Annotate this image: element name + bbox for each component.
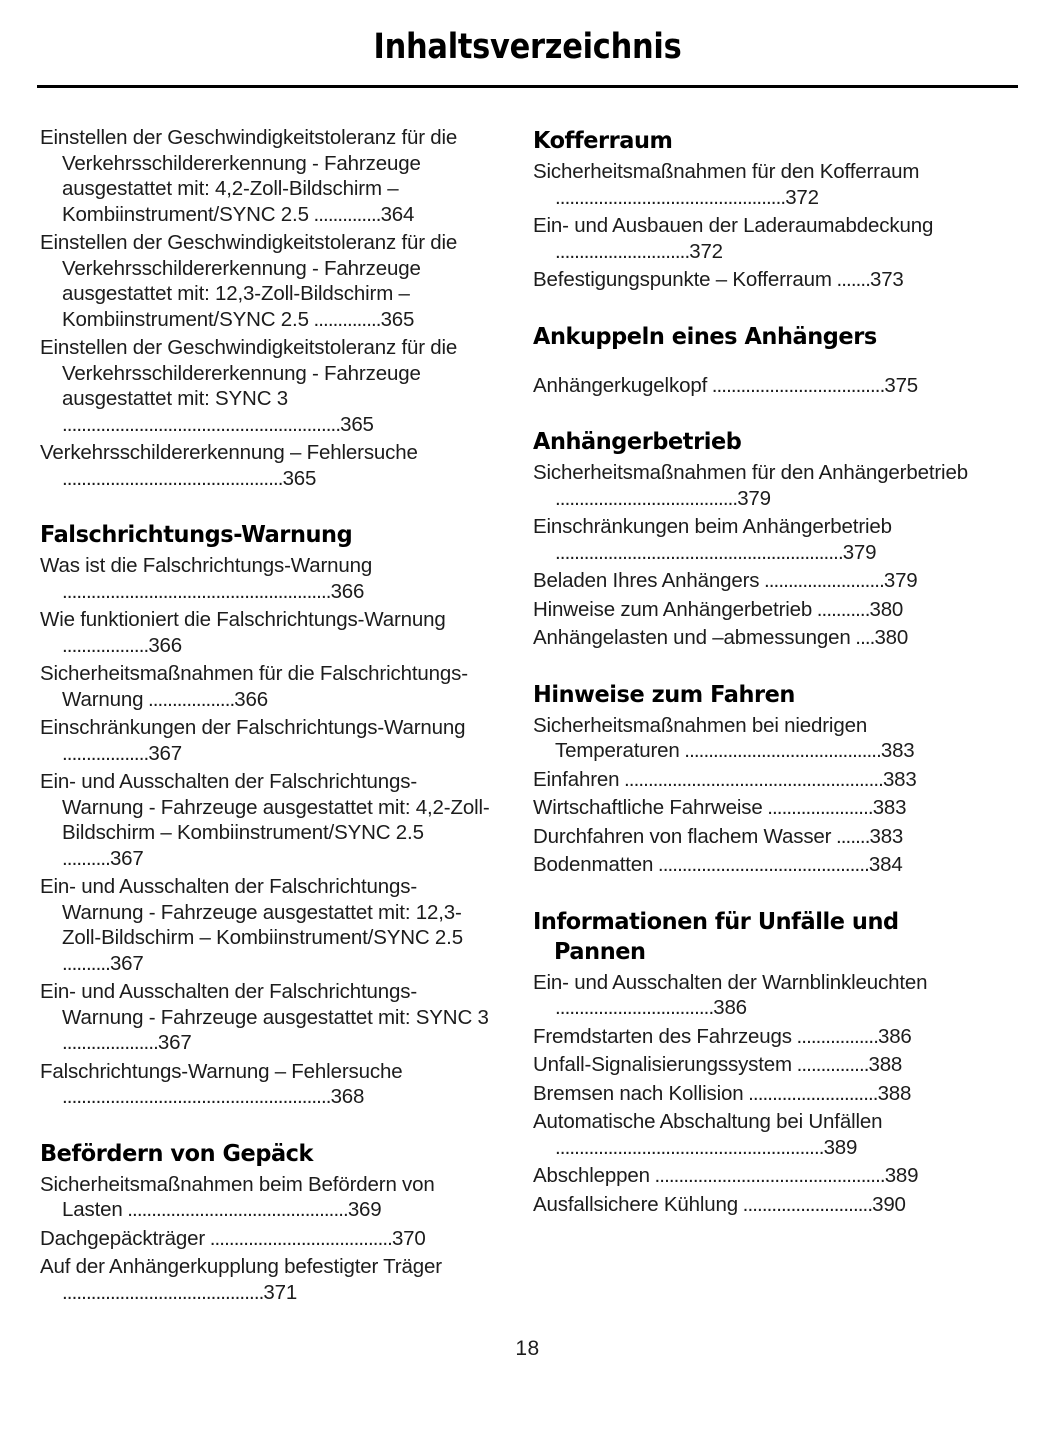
toc-entry-leader: ...................................... [205,1226,392,1250]
toc-entry-label: Einstellen der Geschwindigkeitstoleranz für die Verkehrsschildererkennung - Fahrzeuge ausgestattet mit: SYNC 3 [40,336,458,410]
toc-entry-leader: .............. [308,202,381,226]
toc-entry-leader: ........................................................ [555,1135,824,1159]
toc-entry-page: 367 [148,741,182,765]
toc-entry[interactable] [533,514,985,565]
toc-entry-label: Sicherheitsmaßnahmen für den Kofferraum [533,160,920,183]
toc-entry-page: 365 [340,412,374,436]
toc-entry-page: 366 [148,633,182,657]
toc-entry-leader: .......... [62,951,110,975]
toc-entry[interactable] [40,125,492,227]
toc-entry[interactable] [533,1192,985,1218]
toc-entry[interactable] [533,713,985,764]
toc-entry-leader: ................. [791,1024,879,1048]
toc-section-heading: Kofferraum [533,126,673,154]
toc-entry-label: Bremsen nach Kollision [533,1081,744,1105]
toc-entry[interactable] [40,230,492,332]
toc-entry[interactable] [533,460,985,511]
toc-section [533,426,985,651]
toc-entry-leader: .......................................... [62,1280,264,1304]
toc-entry-page: 368 [330,1085,365,1108]
toc-entry[interactable] [533,373,985,399]
toc-entry-page: 384 [868,853,903,876]
toc-entry-leader: ......................................... [679,739,881,762]
page-title: Inhaltsverzeichnis [373,27,682,67]
toc-entry[interactable] [40,979,492,1056]
toc-entry-page: 389 [823,1135,858,1159]
toc-entry-label: Befestigungspunkte – Kofferraum [533,268,832,291]
toc-entry-leader: .................. [62,633,149,657]
toc-entry[interactable] [533,597,985,623]
toc-section [40,1138,492,1306]
toc-entry[interactable] [533,1052,985,1078]
toc-entry[interactable] [533,1109,985,1160]
toc-entry-label: Falschrichtungs-Warnung – Fehlersuche [40,1059,403,1083]
toc-entry-label: Sicherheitsmaßnahmen beim Befördern von Lasten [40,1172,435,1221]
toc-entry-page: 366 [330,579,365,603]
toc-entry-page: 370 [391,1226,426,1250]
toc-entry-page: 372 [785,185,819,209]
toc-entry-leader: ....... [831,268,871,291]
toc-entry-label: Wie funktioniert die Falschrichtungs-Warnung [40,608,446,631]
toc-section [533,125,985,293]
toc-entry-page: 375 [884,373,918,397]
toc-entry-label: Ein- und Ausschalten der Warnblinkleuchten [533,970,928,994]
toc-entry-page: 380 [869,597,904,621]
toc-entry-leader: ....... [831,824,870,848]
toc-entry-page: 390 [872,1192,906,1216]
toc-section [40,125,492,491]
toc-entry-label: Ein- und Ausbauen der Laderaumabdeckung [533,214,934,237]
toc-entry[interactable] [533,1163,985,1189]
toc-entry-label: Fremdstarten des Fahrzeugs [533,1024,792,1048]
toc-entry-label: Ein- und Ausschalten der Falschrichtungs-Warnung - Fahrzeuge ausgestattet mit: 4,2-Zoll-Bildschirm – Kombiinstrument/SYNC 2.5 [40,770,490,844]
toc-entry-label: Sicherheitsmaßnahmen bei niedrigen Temperaturen [533,713,868,762]
toc-entry-page: 389 [884,1164,919,1187]
toc-section-heading: Anhängerbetrieb [533,427,742,455]
toc-section [533,906,985,1218]
toc-entry-leader: .................... [62,1031,158,1054]
page-header [37,26,1018,68]
toc-entry-label: Dachgepäckträger [40,1226,206,1250]
toc-entry-page: 383 [872,796,907,819]
toc-entry-leader: ............................................ [653,853,869,876]
toc-entry-page: 372 [689,239,723,263]
toc-column-left [40,125,492,1308]
toc-section-heading: Falschrichtungs-Warnung [40,520,353,548]
toc-entry-label: Was ist die Falschrichtungs-Warnung [40,554,373,577]
toc-entry-leader: .................. [143,687,235,711]
toc-entry-label: Ein- und Ausschalten der Falschrichtungs-Warnung - Fahrzeuge ausgestattet mit: SYNC 3 [40,980,489,1029]
toc-entry-page: 388 [868,1053,903,1076]
toc-section [533,679,985,878]
toc-entry-leader: .............................................. [62,466,283,490]
toc-entry[interactable] [533,1024,985,1050]
toc-entry-page: 386 [713,996,747,1019]
toc-entry[interactable] [533,852,985,878]
toc-entry-leader: ...................................... [555,486,738,510]
toc-entry-leader: .................. [62,741,149,765]
toc-entry-page: 373 [870,268,904,291]
toc-entry[interactable] [533,213,985,264]
toc-entry-page: 365 [380,307,415,331]
toc-entry-label: Ein- und Ausschalten der Falschrichtungs-Warnung - Fahrzeuge ausgestattet mit: 12,3-Zoll-Bildschirm – Kombiinstrument/SYNC 2.5 [40,875,463,949]
toc-section-heading: Informationen für Unfälle und Pannen [533,906,899,965]
toc-entry[interactable] [40,607,492,658]
toc-entry-leader: ................................................ [649,1164,885,1187]
toc-entry-page: 364 [380,202,415,226]
toc-entry[interactable] [40,553,492,604]
toc-entry-page: 367 [157,1031,192,1054]
toc-entry-leader: ...................... [762,796,873,819]
toc-entry-leader: .......................................................... [62,412,341,436]
toc-entry-label: Anhängelasten und –abmessungen [533,626,851,649]
toc-section-heading: Ankuppeln eines Anhängers [533,321,877,350]
toc-entry-page: 379 [883,569,918,592]
toc-entry-page: 383 [880,739,915,762]
toc-entry-leader: .......... [62,846,110,870]
toc-entry-label: Einstellen der Geschwindigkeitstoleranz für die Verkehrsschildererkennung - Fahrzeuge ausgestattet mit: 12,3-Zoll-Bildschirm – Kombiinstrument/SYNC 2.5 [40,231,458,331]
toc-entry-page: 386 [878,1024,912,1048]
toc-entry[interactable] [40,769,492,871]
toc-entry-leader: ........................................................ [62,1085,331,1108]
toc-entry-label: Einschränkungen beim Anhängerbetrieb [533,515,892,538]
page-number: 18 [515,1337,540,1360]
toc-entry-label: Einschränkungen der Falschrichtungs-Warnung [40,716,466,739]
toc-entry-page: 371 [263,1280,298,1304]
toc-section-heading: Befördern von Gepäck [40,1138,314,1167]
toc-entry-label: Abschleppen [533,1164,650,1187]
toc-entry-page: 383 [882,767,917,791]
toc-entry[interactable] [533,1081,985,1107]
toc-entry-leader: ...................................................... [619,767,883,791]
toc-entry-leader: ............................ [555,239,690,263]
toc-entry-label: Unfall-Signalisierungssystem [533,1053,792,1076]
toc-entry[interactable] [533,267,985,293]
toc-section-heading: Hinweise zum Fahren [533,679,795,708]
toc-entry[interactable] [40,1172,492,1223]
toc-entry-leader: ......................... [759,569,884,592]
toc-entry-page: 366 [234,687,268,711]
toc-entry-page: 367 [109,846,144,870]
toc-entry[interactable] [533,159,985,210]
toc-entry[interactable] [40,1059,492,1110]
toc-entry[interactable] [40,1226,492,1252]
toc-entry[interactable] [533,824,985,850]
toc-entry-leader: .............................................. [122,1198,348,1221]
toc-entry[interactable] [40,335,492,437]
toc-entry-label: Auf der Anhängerkupplung befestigter Träger [40,1255,442,1278]
toc-entry-leader: ........................................................ [62,579,331,603]
toc-entry-leader: ........................... [738,1192,873,1216]
toc-columns [0,125,1055,1305]
toc-entry-page: 380 [874,626,909,649]
toc-entry-leader: ............................................................ [555,540,843,564]
toc-entry[interactable] [533,970,985,1021]
toc-entry-leader: ................................. [555,996,714,1019]
toc-entry[interactable] [40,440,492,491]
toc-entry-page: 379 [737,486,771,510]
toc-entry-label: Einfahren [533,767,620,791]
toc-entry[interactable] [40,661,492,712]
toc-entry-page: 367 [109,951,144,975]
toc-entry-label: Anhängerkugelkopf [533,373,708,397]
toc-section [40,519,492,1110]
toc-entry-leader: .... [850,626,875,649]
toc-entry-label: Hinweise zum Anhängerbetrieb [533,597,813,621]
toc-entry-page: 383 [869,824,904,848]
toc-entry-leader: .................................... [707,373,885,397]
toc-column-right [533,125,985,1220]
toc-entry[interactable] [533,795,985,821]
toc-entry-page: 379 [842,540,877,564]
toc-entry-label: Bodenmatten [533,853,654,876]
toc-entry[interactable] [40,874,492,976]
toc-entry-label: Durchfahren von flachem Wasser [533,824,832,848]
toc-entry-leader: ................................................ [555,185,786,209]
header-divider [37,85,1018,88]
toc-entry-label: Automatische Abschaltung bei Unfällen [533,1110,883,1133]
toc-entry[interactable] [40,715,492,766]
toc-entry-leader: ........................... [743,1081,878,1105]
toc-entry-label: Verkehrsschildererkennung – Fehlersuche [40,441,418,464]
toc-entry-label: Ausfallsichere Kühlung [533,1192,739,1216]
toc-section [533,321,985,399]
toc-entry-label: Sicherheitsmaßnahmen für den Anhängerbetrieb [533,461,968,484]
toc-entry-page: 369 [347,1198,382,1221]
toc-entry[interactable] [40,1254,492,1305]
toc-entry[interactable] [533,625,985,651]
toc-entry-leader: ............... [792,1053,869,1076]
toc-entry-label: Sicherheitsmaßnahmen für die Falschrichtungs-Warnung [40,662,468,711]
toc-entry-label: Einstellen der Geschwindigkeitstoleranz für die Verkehrsschildererkennung - Fahrzeuge ausgestattet mit: 4,2-Zoll-Bildschirm – Kombiinstrument/SYNC 2.5 [40,126,458,226]
toc-entry-leader: .............. [308,307,381,331]
toc-entry-label: Wirtschaftliche Fahrweise [533,796,763,819]
toc-entry-leader: ........... [812,597,870,621]
toc-entry-page: 365 [282,466,317,490]
toc-entry-label: Beladen Ihres Anhängers [533,569,760,592]
toc-entry[interactable] [533,767,985,793]
toc-entry-page: 388 [877,1081,912,1105]
toc-entry[interactable] [533,568,985,594]
